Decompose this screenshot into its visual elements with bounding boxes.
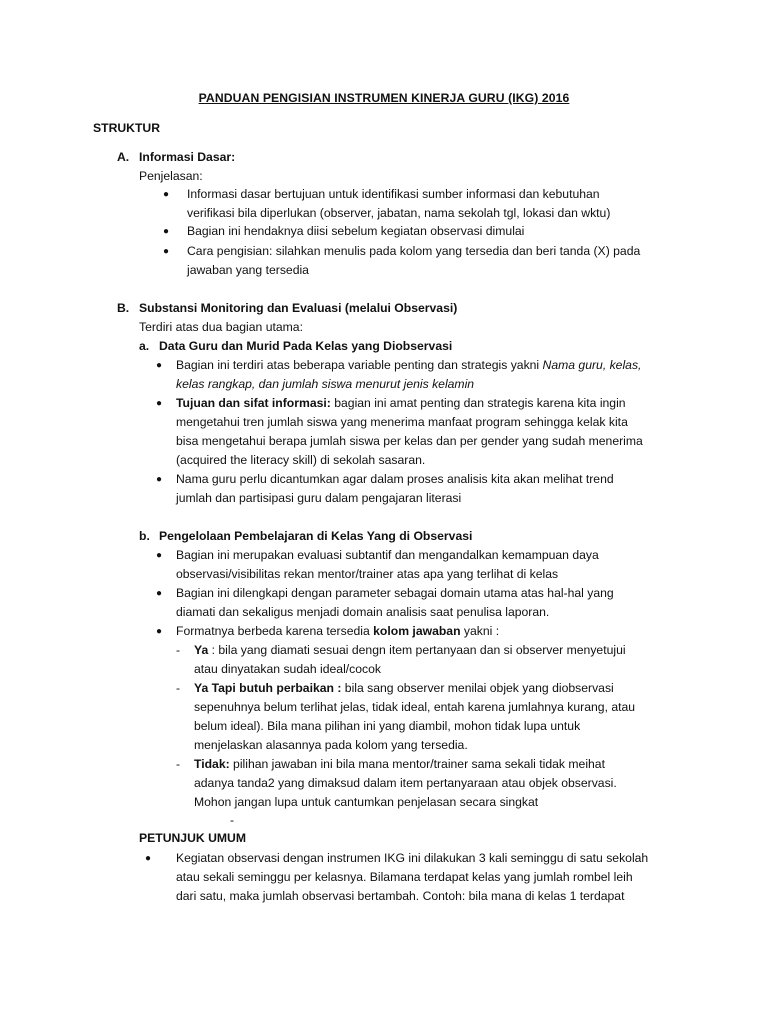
part-b-bullet-3: Formatnya berbeda karena tersedia kolom jawaban yakni : <box>176 624 500 638</box>
document-title: PANDUAN PENGISIAN INSTRUMEN KINERJA GURU (IKG) 2016 <box>198 91 570 105</box>
answer-ya-line-1: Ya : bila yang diamati sesuai dengn item pertanyaan dan si observer menyetujui <box>194 643 626 657</box>
bullet-icon: ● <box>156 474 163 485</box>
answer-ya-line-2: atau dinyatakan sudah ideal/cocok <box>194 662 382 676</box>
answer-ya-tapi-line-4: menjelaskan alasannya pada kolom yang tersedia. <box>194 738 468 752</box>
struktur-heading: STRUKTUR <box>93 121 161 135</box>
answer-ya-tapi-line-3: belum ideal). Bila mana pilihan ini yang diambil, mohon tidak lupa untuk <box>194 719 581 733</box>
petunjuk-line-2: atau sekali seminggu per kelasnya. Bilamana terdapat kelas yang jumlah rombel leih <box>176 870 633 884</box>
section-b-marker: B. <box>117 301 130 315</box>
section-b-heading: Substansi Monitoring dan Evaluasi (melalui Observasi) <box>139 301 458 315</box>
bullet-icon: ● <box>163 226 170 237</box>
part-a-bullet-1-line-2: kelas rangkap, dan jumlah siswa menurut jenis kelamin <box>176 377 475 391</box>
part-b-bullet-1-line-1: Bagian ini merupakan evaluasi subtantif dan mengandalkan kemampuan daya <box>176 548 599 562</box>
answer-tidak-line-3: Mohon jangan lupa untuk cantumkan penjelasan secara singkat <box>194 795 539 809</box>
dash-marker: - <box>230 813 235 827</box>
bullet-icon: ● <box>156 360 163 371</box>
part-b-heading: Pengelolaan Pembelajaran di Kelas Yang di Observasi <box>159 529 473 543</box>
part-b-bullet-2-line-1: Bagian ini dilengkapi dengan parameter sebagai domain utama atas hal-hal yang <box>176 586 614 600</box>
part-a-bullet-1-line-1: Bagian ini terdiri atas beberapa variable penting dan strategis yakni Nama guru, kelas, <box>176 358 642 372</box>
petunjuk-line-3: dari satu, maka jumlah observasi bertambah. Contoh: bila mana di kelas 1 terdapat <box>176 889 625 903</box>
answer-tidak-line-2: adanya tanda2 yang dimaksud dalam item pertanyaraan atau objek observasi. <box>194 776 617 790</box>
section-a-bullet-1-line-1: Informasi dasar bertujuan untuk identifikasi sumber informasi dan kebutuhan <box>187 187 600 201</box>
part-a-bullet-2-line-3: bisa mengetahui berapa jumlah siswa per kelas dan per gender yang sudah menerima <box>176 434 643 448</box>
part-b-marker: b. <box>139 529 150 543</box>
dash-marker: - <box>176 757 181 771</box>
bullet-icon: ● <box>156 398 163 409</box>
section-a-bullet-2: Bagian ini hendaknya diisi sebelum kegiatan observasi dimulai <box>187 224 525 238</box>
section-a-bullet-3-line-1: Cara pengisian: silahkan menulis pada kolom yang tersedia dan beri tanda (X) pada <box>187 244 641 258</box>
section-a-bullet-1-line-2: verifikasi bila diperlukan (observer, jabatan, nama sekolah tgl, lokasi dan wktu) <box>187 206 611 220</box>
part-a-bullet-2-line-2: mengetahui tren jumlah siswa yang menerima manfaat program sehingga kelak kita <box>176 415 628 429</box>
answer-ya-tapi-line-1: Ya Tapi butuh perbaikan : bila sang observer menilai objek yang diobservasi <box>194 681 614 695</box>
section-a-marker: A. <box>117 150 130 164</box>
section-a-heading: Informasi Dasar: <box>139 150 236 164</box>
petunjuk-line-1: Kegiatan observasi dengan instrumen IKG ini dilakukan 3 kali seminggu di satu sekolah <box>176 851 649 865</box>
part-a-bullet-2-line-1: Tujuan dan sifat informasi: bagian ini amat penting dan strategis karena kita ingin <box>176 396 626 410</box>
bullet-icon: ● <box>163 189 170 200</box>
part-b-bullet-2-line-2: diamati dan sekaligus menjadi domain analisis saat penulisa laporan. <box>176 605 550 619</box>
part-a-bullet-3-line-2: jumlah dan partisipasi guru dalam pengajaran literasi <box>176 491 462 505</box>
part-a-heading: Data Guru dan Murid Pada Kelas yang Diobservasi <box>159 339 453 353</box>
bullet-icon: ● <box>156 550 163 561</box>
petunjuk-heading: PETUNJUK UMUM <box>139 831 246 845</box>
section-a-bullet-3-line-2: jawaban yang tersedia <box>187 263 309 277</box>
answer-tidak-line-1: Tidak: pilihan jawaban ini bila mana mentor/trainer sama sekali tidak meihat <box>194 757 605 771</box>
part-a-bullet-3-line-1: Nama guru perlu dicantumkan agar dalam proses analisis kita akan melihat trend <box>176 472 614 486</box>
part-a-marker: a. <box>139 339 150 353</box>
bullet-icon: ● <box>156 588 163 599</box>
part-b-bullet-1-line-2: observasi/visibilitas rekan mentor/trainer atas apa yang terlihat di kelas <box>176 567 559 581</box>
dash-marker: - <box>176 643 181 657</box>
dash-marker: - <box>176 681 181 695</box>
answer-ya-tapi-line-2: sepenuhnya belum terlihat jelas, tidak ideal, entah karena jumlahnya kurang, atau <box>194 700 636 714</box>
section-b-subheading: Terdiri atas dua bagian utama: <box>139 320 303 334</box>
part-a-bullet-2-line-4: (acquired the literacy skill) di sekolah sasaran. <box>176 453 426 467</box>
bullet-icon: ● <box>156 626 163 637</box>
section-a-subheading: Penjelasan: <box>139 169 203 183</box>
bullet-icon: ● <box>145 853 152 864</box>
bullet-icon: ● <box>163 246 170 257</box>
